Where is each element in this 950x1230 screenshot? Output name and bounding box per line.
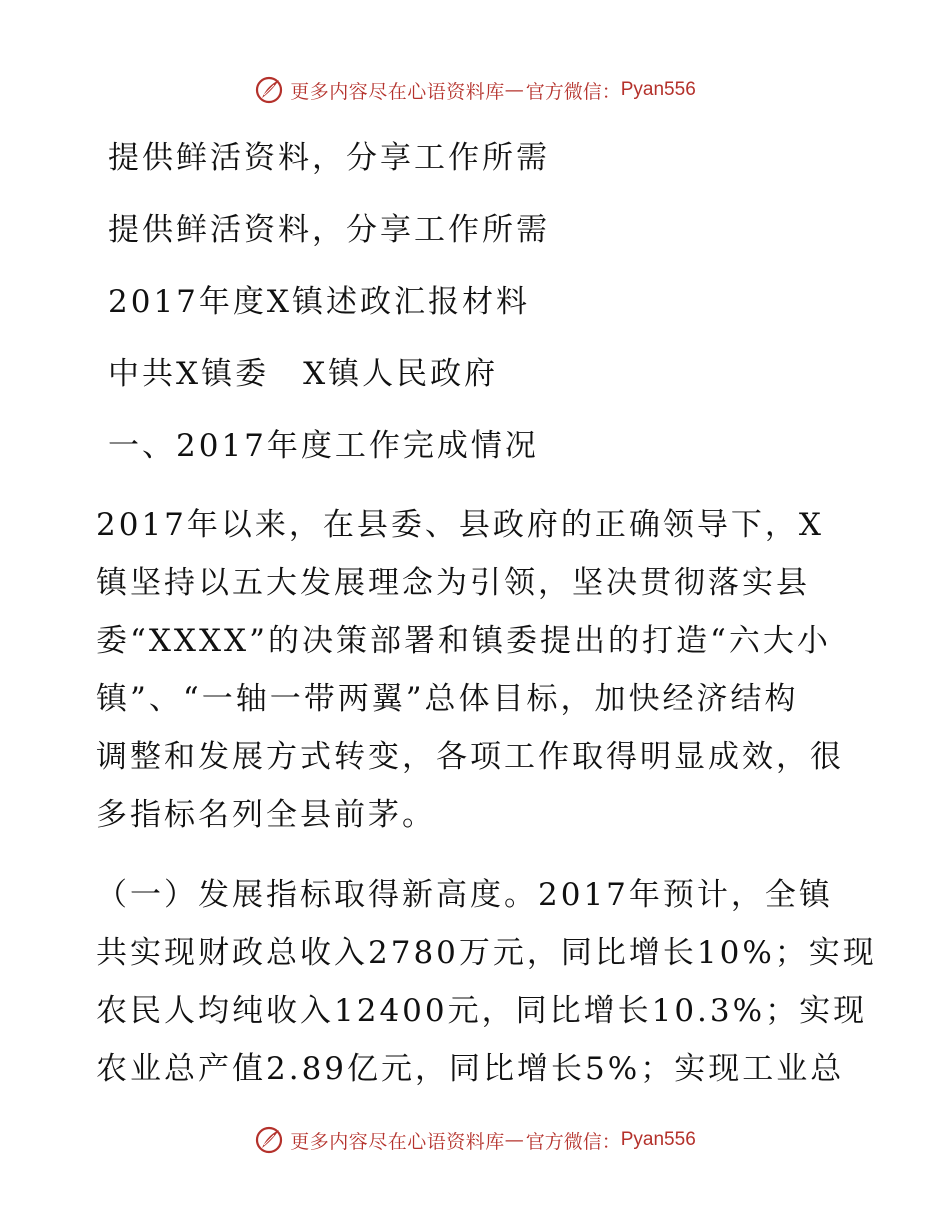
- paragraph-line: 镇”、“一轴一带两翼”总体目标，加快经济结构: [96, 681, 799, 717]
- watermark-wechat-id: Pyan556: [620, 1129, 696, 1150]
- footer-watermark: [0, 1120, 950, 1160]
- paragraph-line: 委“XXXX”的决策部署和镇委提出的打造“六大小: [96, 623, 831, 659]
- paragraph-line: 多指标名列全县前茅。: [96, 797, 436, 833]
- tagline-line: 提供鲜活资料，分享工作所需: [108, 212, 550, 248]
- watermark-wechat-id: Pyan556: [620, 79, 696, 100]
- feather-pen-circle-icon: [254, 75, 284, 105]
- paragraph-line: 2017年以来，在县委、县政府的正确领导下，X: [96, 507, 824, 543]
- document-issuer: 中共X镇委 X镇人民政府: [108, 356, 499, 392]
- watermark-brand-text: 更多内容尽在心语资料库: [290, 1130, 505, 1153]
- document-title: 2017年度X镇述政汇报材料: [108, 284, 530, 320]
- paragraph-line: 调整和发展方式转变，各项工作取得明显成效，很: [96, 739, 844, 775]
- watermark-separator: —: [504, 79, 524, 101]
- watermark-brand-text: 更多内容尽在心语资料库: [290, 80, 505, 103]
- watermark-separator: —: [504, 1129, 524, 1151]
- paragraph-intro: [96, 496, 856, 844]
- paragraph-line: 农民人均纯收入12400元，同比增长10.3%；实现: [96, 993, 868, 1029]
- paragraph-line: 共实现财政总收入2780万元，同比增长10%；实现: [96, 935, 877, 971]
- section-heading: 一、2017年度工作完成情况: [108, 428, 539, 464]
- feather-pen-circle-icon: [254, 1125, 284, 1155]
- paragraph-indicators: [96, 866, 877, 1098]
- watermark-wechat-label: 官方微信：: [525, 80, 621, 103]
- header-watermark: [0, 70, 950, 110]
- paragraph-line: 镇坚持以五大发展理念为引领，坚决贯彻落实县: [96, 565, 810, 601]
- paragraph-line: （一）发展指标取得新高度。2017年预计，全镇: [96, 877, 833, 913]
- tagline-line: 提供鲜活资料，分享工作所需: [108, 140, 550, 176]
- document-body: [96, 122, 877, 1098]
- watermark-wechat-label: 官方微信：: [525, 1130, 621, 1153]
- paragraph-line: 农业总产值2.89亿元，同比增长5%；实现工业总: [96, 1051, 845, 1087]
